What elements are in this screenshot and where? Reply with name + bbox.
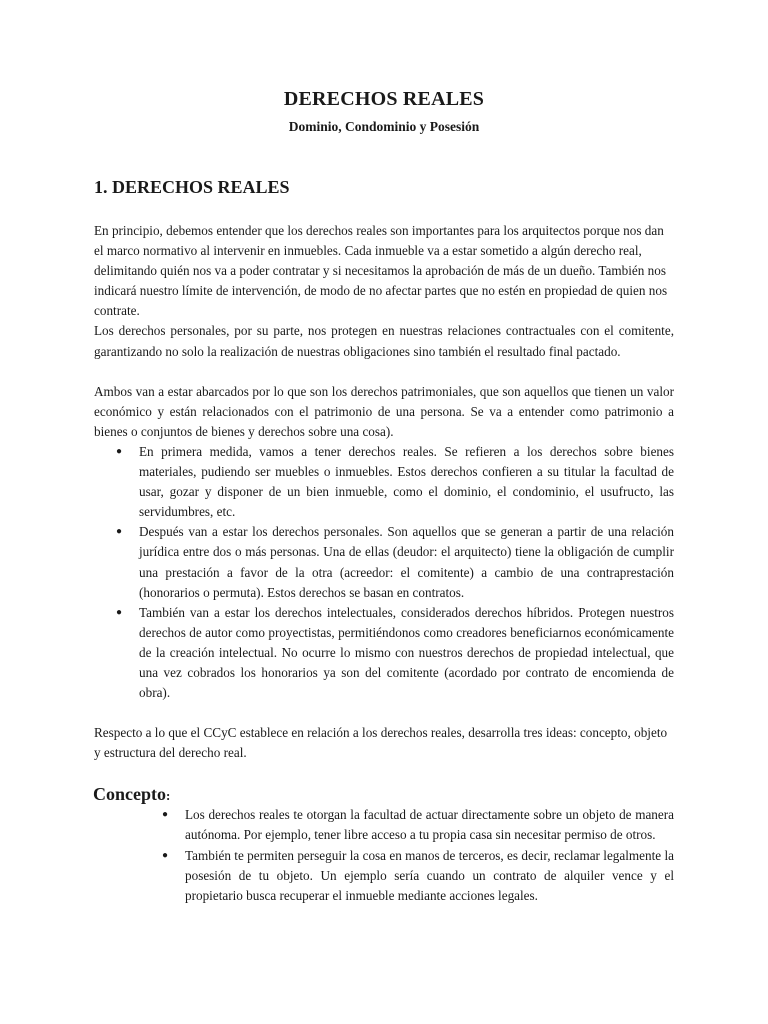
rights-types-list [94, 442, 674, 703]
bullet-icon: ● [116, 606, 123, 618]
bullet-icon: ● [116, 526, 123, 538]
document-title: DERECHOS REALES [283, 88, 485, 110]
list-item-text: Los derechos reales te otorgan la facultad de actuar directamente sobre un objeto de manera autónoma. Por ejemplo, tener libre acceso a tu propia casa sin necesitar permiso de otros. [185, 807, 674, 843]
concept-heading-colon: : [166, 788, 171, 804]
bullet-icon: ● [162, 809, 169, 821]
paragraph-ccyc: Respecto a lo que el CCyC establece en relación a los derechos reales, desarrolla tres ideas: concepto, objeto y estructura del derecho real. [94, 725, 668, 761]
list-item-text: También te permiten perseguir la cosa en manos de terceros, es decir, reclamar legalmente la posesión de tu objeto. Un ejemplo sería cuando un contrato de alquiler vence y el propietario busca recuperar el inmueble mediante acciones legales. [185, 847, 674, 903]
list-item [116, 603, 674, 703]
paragraph-personal-rights: Los derechos personales, por su parte, nos protegen en nuestras relaciones contractuales con el comitente, garantizando no solo la realización de nuestras obligaciones sino también el resultado final pactado. [94, 323, 674, 359]
list-item-text: En primera medida, vamos a tener derechos reales. Se refieren a los derechos sobre bienes materiales, pudiendo ser muebles o inmuebles. Estos derechos confieren a su titular la facultad de usar, gozar y disponer de un bien inmueble, como el dominio, el condominio, el usufructo, las servidumbres, etc. [139, 443, 674, 520]
list-item [162, 805, 674, 845]
list-item [116, 522, 674, 602]
section-heading: 1. DERECHOS REALES [94, 177, 290, 197]
list-item [162, 846, 674, 906]
paragraph-patrimonial: Ambos van a estar abarcados por lo que son los derechos patrimoniales, que son aquellos que tienen un valor económico y están relacionados con el patrimonio de una persona. Se va a entender como patrimonio a bienes o conjuntos de bienes y derechos sobre una cosa). [94, 383, 674, 439]
concept-heading [93, 784, 674, 805]
list-item [116, 442, 674, 522]
list-item-text: También van a estar los derechos intelectuales, considerados derechos híbridos. Protegen nuestros derechos de autor como proyectistas, permitiéndonos como creadores beneficiarnos económicamente de la creación intelectual. No ocurre lo mismo con nuestros derechos de propiedad intelectual, que una vez cobrados los honorarios ya son del comitente (acordado por contrato de encomienda de obra). [139, 604, 674, 701]
paragraph-intro: En principio, debemos entender que los derechos reales son importantes para los arquitectos porque nos dan el marco normativo al intervenir en inmuebles. Cada inmueble va a estar sometido a algún derecho real, delimitando quién nos va a poder contratar y si necesitamos la aprobación de más de un dueño. También nos indicará nuestro límite de intervención, de modo de no afectar partes que no estén en propiedad de quien nos contrate. [94, 223, 668, 319]
concept-list [94, 805, 674, 905]
concept-heading-text: Concepto [93, 784, 166, 805]
document-subtitle: Dominio, Condominio y Posesión [288, 119, 480, 134]
bullet-icon: ● [116, 445, 123, 457]
bullet-icon: ● [162, 849, 169, 861]
list-item-text: Después van a estar los derechos personales. Son aquellos que se generan a partir de una relación jurídica entre dos o más personas. Una de ellas (deudor: el arquitecto) tiene la obligación de cumplir una prestación a favor de la otra (acreedor: el comitente) a cambio de una contraprestación (honorarios o permuta). Estos derechos se basan en contratos. [139, 524, 674, 600]
